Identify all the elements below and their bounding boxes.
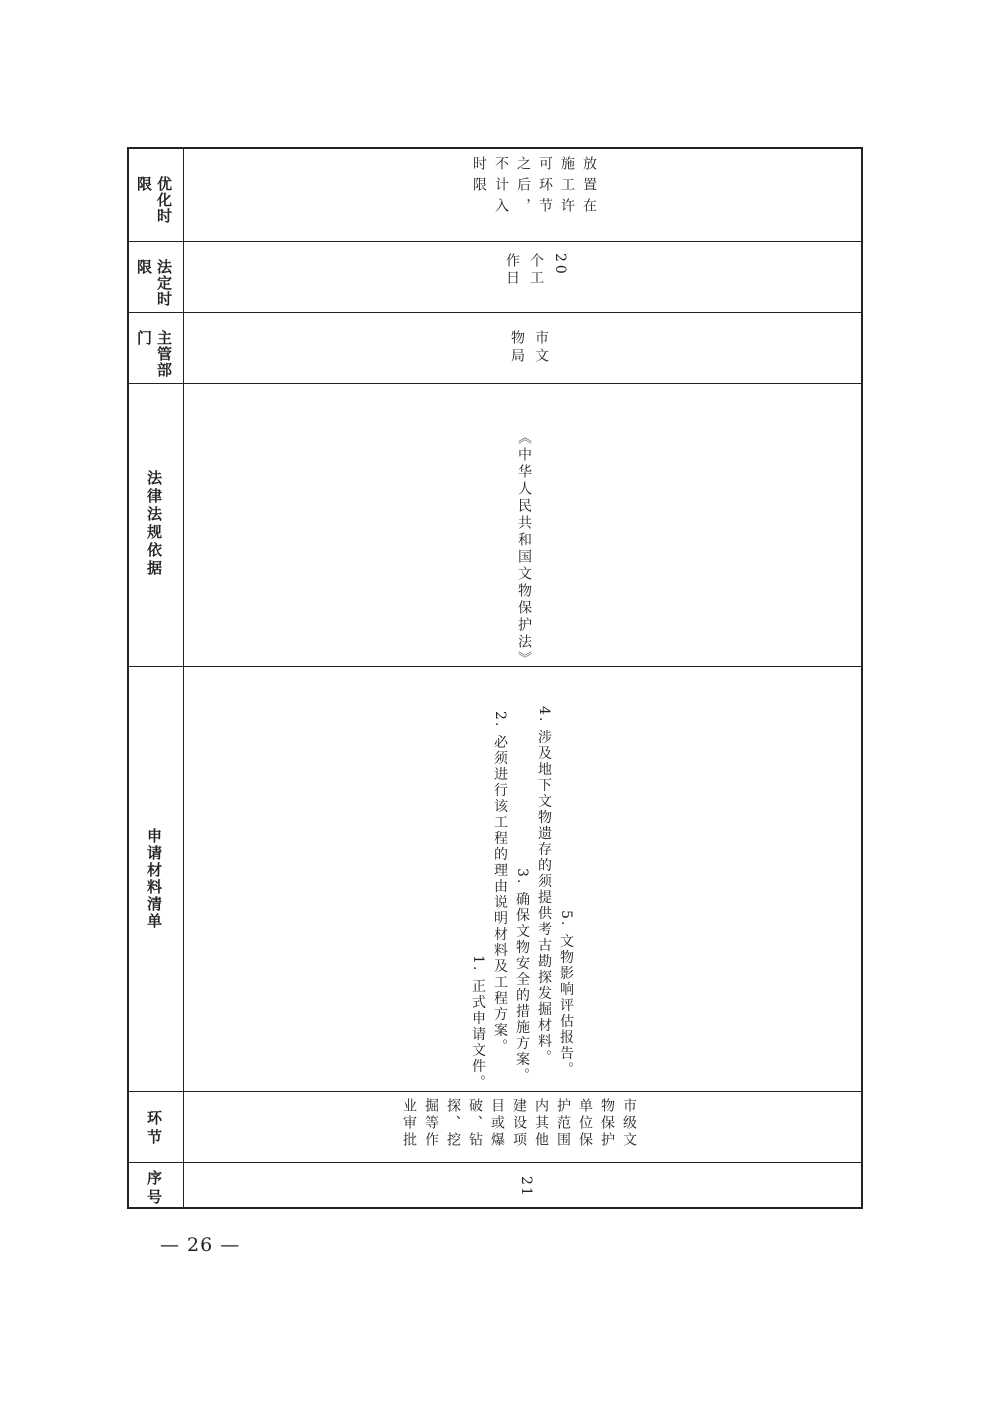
header-zhuguan-bumen: 主管部门	[135, 330, 173, 378]
header-huanjie: 环节	[145, 1110, 163, 1148]
header-fading-shixian: 法定时限	[135, 259, 173, 307]
header-shenqing-cailiao: 申请材料清单	[145, 828, 163, 930]
row-divider	[127, 1162, 863, 1163]
row-divider	[127, 312, 863, 313]
cell-youhua-shixian: 放置在施工许可环节之后，不计入时限	[471, 156, 597, 219]
header-youhua-shixian: 优化时限	[135, 176, 173, 224]
cailiao-item: 2. 必须进行该工程的理由说明材料及工程方案。	[492, 711, 508, 1055]
row-divider	[127, 666, 863, 667]
cailiao-item: 4. 涉及地下文物遗存的须提供考古勘探发掘材料。	[536, 706, 552, 1066]
cailiao-item: 5. 文物影响评估报告。	[558, 910, 574, 1078]
cell-fading-shixian: 20 个工作日	[504, 253, 568, 287]
header-falv-yiju: 法律法规依据	[145, 470, 163, 578]
header-column-divider	[183, 147, 184, 1209]
cailiao-item: 1. 正式申请文件。	[470, 955, 486, 1091]
cell-zhuguan-bumen: 市文物局	[509, 330, 549, 366]
cell-huanjie: 市级文物保护单位保护范围内其他建设项目或爆破、钻探、挖掘等作业审批	[401, 1098, 637, 1149]
cailiao-item: 3. 确保文物安全的措施方案。	[514, 868, 530, 1084]
cell-xuhao: 21	[518, 1176, 534, 1198]
header-xuhao: 序号	[145, 1170, 163, 1208]
cell-falv-yiju: 《中华人民共和国文物保护法》	[516, 430, 532, 668]
row-divider	[127, 241, 863, 242]
row-divider	[127, 383, 863, 384]
row-divider	[127, 1091, 863, 1092]
page-number: — 26 —	[160, 1234, 241, 1256]
